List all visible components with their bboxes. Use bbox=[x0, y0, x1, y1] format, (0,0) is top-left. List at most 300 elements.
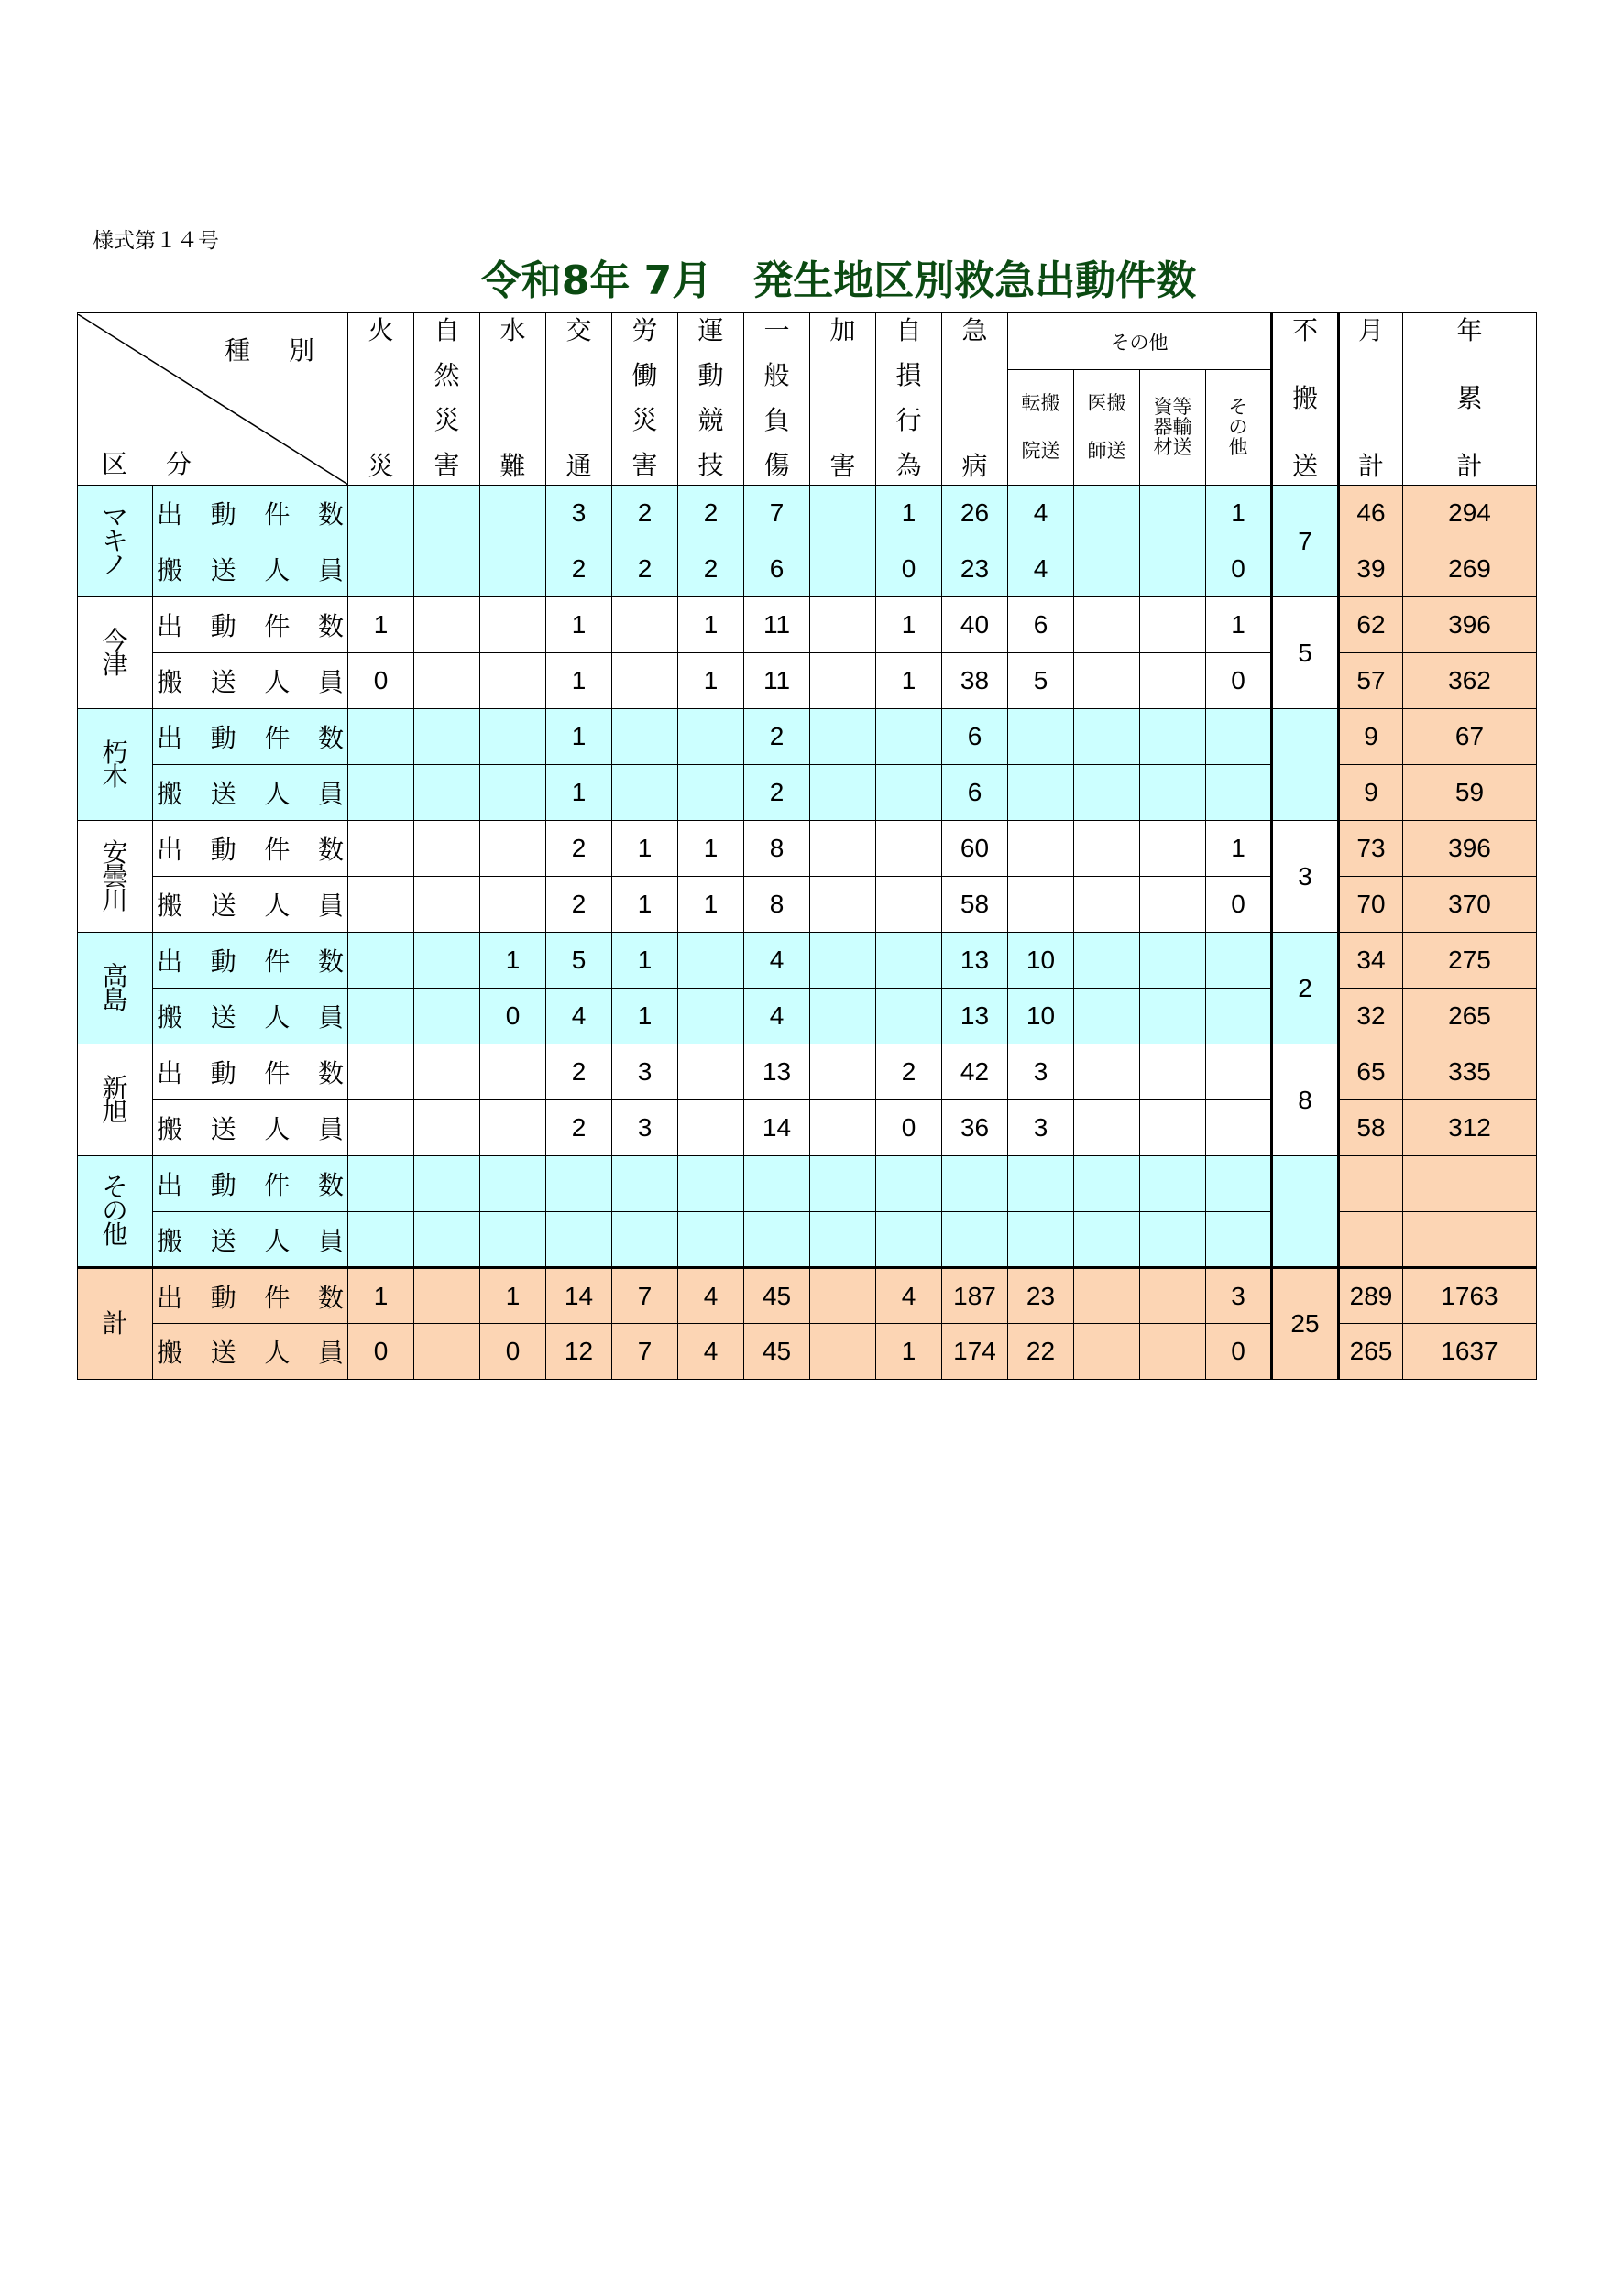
dispatch-label-char: 動 bbox=[210, 500, 236, 529]
transport-value: 0 bbox=[1206, 653, 1272, 709]
transport-value bbox=[348, 877, 414, 933]
transport-value bbox=[1074, 653, 1140, 709]
col-header-natural-char: 然 bbox=[433, 360, 460, 389]
dispatch-value bbox=[678, 933, 744, 989]
dispatch-value: 23 bbox=[1008, 1268, 1074, 1324]
transport-value: 14 bbox=[744, 1100, 810, 1156]
area-name bbox=[78, 1268, 153, 1380]
dispatch-value: 1 bbox=[348, 597, 414, 653]
transport-value: 174 bbox=[942, 1324, 1008, 1380]
transport-value bbox=[1140, 1212, 1206, 1268]
dispatch-value bbox=[612, 1156, 678, 1212]
col-header-monthly-char: 計 bbox=[1357, 451, 1384, 480]
dispatch-value bbox=[612, 597, 678, 653]
area-name-char: 曇 bbox=[102, 861, 128, 891]
dispatch-value: 6 bbox=[942, 709, 1008, 765]
dispatch-value bbox=[678, 709, 744, 765]
dispatch-value bbox=[678, 1044, 744, 1100]
dispatch-value bbox=[1140, 486, 1206, 541]
not-transported-value: 25 bbox=[1272, 1268, 1339, 1380]
transport-value: 1 bbox=[876, 1324, 942, 1380]
transport-value bbox=[348, 989, 414, 1044]
dispatch-value: 1 bbox=[348, 1268, 414, 1324]
transport-value: 0 bbox=[1206, 1324, 1272, 1380]
dispatch-value bbox=[810, 597, 876, 653]
transport-annual-total: 362 bbox=[1403, 653, 1537, 709]
transport-label-char: 員 bbox=[317, 668, 344, 696]
col-header-sports bbox=[678, 313, 744, 486]
dispatch-label bbox=[153, 1044, 348, 1100]
dispatch-label-char: 件 bbox=[264, 836, 291, 864]
transport-monthly-total: 39 bbox=[1339, 541, 1403, 597]
dispatch-value: 1 bbox=[1206, 821, 1272, 877]
dispatch-value bbox=[810, 486, 876, 541]
transport-label bbox=[153, 653, 348, 709]
dispatch-value bbox=[612, 709, 678, 765]
transport-value: 4 bbox=[1008, 541, 1074, 597]
dispatch-value bbox=[876, 709, 942, 765]
transport-value bbox=[1140, 765, 1206, 821]
col-header-annual-char: 累 bbox=[1456, 383, 1483, 412]
dispatch-value: 1 bbox=[612, 933, 678, 989]
transport-value: 38 bbox=[942, 653, 1008, 709]
corner-label-area-2: 分 bbox=[166, 449, 192, 478]
transport-label-char: 送 bbox=[210, 1003, 236, 1032]
transport-label bbox=[153, 1100, 348, 1156]
dispatch-value bbox=[480, 709, 546, 765]
transport-value bbox=[1074, 877, 1140, 933]
dispatch-value bbox=[1074, 821, 1140, 877]
transport-value bbox=[1008, 765, 1074, 821]
transport-label-char: 員 bbox=[317, 780, 344, 808]
area-name bbox=[78, 597, 153, 709]
transport-value: 10 bbox=[1008, 989, 1074, 1044]
transport-value bbox=[348, 765, 414, 821]
dispatch-monthly-total: 9 bbox=[1339, 709, 1403, 765]
dispatch-value bbox=[810, 709, 876, 765]
area-name bbox=[78, 1044, 153, 1156]
col-header-water-char: 水 bbox=[499, 315, 526, 344]
col-header-other-char: の bbox=[1228, 416, 1248, 438]
col-header-other-line: 院送 bbox=[1021, 440, 1060, 462]
area-name-char: マ bbox=[102, 502, 128, 531]
dispatch-value: 60 bbox=[942, 821, 1008, 877]
transport-label-char: 搬 bbox=[157, 891, 183, 920]
transport-value bbox=[876, 877, 942, 933]
area-name-char: の bbox=[102, 1197, 128, 1225]
transport-label-char: 送 bbox=[210, 668, 236, 696]
col-header-selfharm-char: 行 bbox=[895, 406, 922, 435]
dispatch-value: 1 bbox=[876, 597, 942, 653]
col-header-illness-char: 病 bbox=[961, 451, 988, 480]
transport-value: 4 bbox=[678, 1324, 744, 1380]
dispatch-value bbox=[810, 933, 876, 989]
col-header-other-other bbox=[1206, 370, 1272, 486]
area-name-char: 朽 bbox=[102, 738, 128, 767]
dispatch-value: 2 bbox=[546, 821, 612, 877]
transport-value: 0 bbox=[348, 1324, 414, 1380]
dispatch-value bbox=[480, 1156, 546, 1212]
dispatch-value: 4 bbox=[876, 1268, 942, 1324]
dispatch-value bbox=[810, 1156, 876, 1212]
transport-value: 2 bbox=[546, 541, 612, 597]
col-header-water-char: 難 bbox=[499, 451, 526, 480]
transport-value: 0 bbox=[480, 989, 546, 1044]
dispatch-label-char: 数 bbox=[317, 836, 344, 864]
dispatch-value bbox=[1008, 821, 1074, 877]
transport-label-char: 人 bbox=[264, 668, 291, 696]
col-header-fire bbox=[348, 313, 414, 486]
col-header-sports-char: 競 bbox=[697, 406, 724, 435]
transport-monthly-total bbox=[1339, 1212, 1403, 1268]
transport-value: 0 bbox=[1206, 877, 1272, 933]
transport-annual-total: 370 bbox=[1403, 877, 1537, 933]
transport-label bbox=[153, 541, 348, 597]
area-name-char: 計 bbox=[102, 1309, 128, 1338]
transport-monthly-total: 9 bbox=[1339, 765, 1403, 821]
transport-value bbox=[678, 765, 744, 821]
transport-value bbox=[1074, 541, 1140, 597]
dispatch-value: 2 bbox=[612, 486, 678, 541]
dispatch-value: 1 bbox=[546, 709, 612, 765]
dispatch-value bbox=[414, 597, 480, 653]
transport-label-char: 送 bbox=[210, 1226, 236, 1255]
transport-value: 2 bbox=[546, 1100, 612, 1156]
dispatch-value bbox=[876, 933, 942, 989]
dispatch-value: 2 bbox=[546, 1044, 612, 1100]
area-name-char: 新 bbox=[102, 1073, 128, 1102]
transport-label-char: 人 bbox=[264, 780, 291, 808]
dispatch-value: 1 bbox=[546, 597, 612, 653]
dispatch-value bbox=[810, 1044, 876, 1100]
not-transported-value: 3 bbox=[1272, 821, 1339, 933]
transport-value bbox=[348, 541, 414, 597]
transport-annual-total: 312 bbox=[1403, 1100, 1537, 1156]
col-header-labor-char: 労 bbox=[631, 315, 658, 344]
col-header-monthly-char: 月 bbox=[1357, 315, 1384, 344]
transport-value: 13 bbox=[942, 989, 1008, 1044]
transport-value: 0 bbox=[876, 541, 942, 597]
transport-value bbox=[810, 989, 876, 1044]
col-header-monthly bbox=[1339, 313, 1403, 486]
transport-value bbox=[414, 1324, 480, 1380]
dispatch-label-char: 動 bbox=[210, 947, 236, 976]
transport-label-char: 送 bbox=[210, 1339, 236, 1367]
transport-value bbox=[480, 765, 546, 821]
transport-monthly-total: 70 bbox=[1339, 877, 1403, 933]
dispatch-value bbox=[1008, 1156, 1074, 1212]
col-header-sports-char: 技 bbox=[697, 451, 724, 480]
transport-value bbox=[348, 1212, 414, 1268]
transport-value bbox=[1074, 1212, 1140, 1268]
transport-value bbox=[1140, 653, 1206, 709]
area-name bbox=[78, 933, 153, 1044]
dispatch-monthly-total: 46 bbox=[1339, 486, 1403, 541]
transport-value: 1 bbox=[876, 653, 942, 709]
header-corner bbox=[78, 313, 348, 486]
col-header-annual-char: 年 bbox=[1456, 315, 1483, 344]
dispatch-label-char: 動 bbox=[210, 1283, 236, 1312]
transport-label-char: 員 bbox=[317, 556, 344, 585]
col-header-traffic-char: 通 bbox=[565, 451, 592, 480]
transport-value: 4 bbox=[546, 989, 612, 1044]
col-header-labor-char: 災 bbox=[631, 406, 658, 435]
transport-value bbox=[1074, 1324, 1140, 1380]
col-header-labor bbox=[612, 313, 678, 486]
dispatch-value bbox=[348, 1156, 414, 1212]
transport-label-char: 搬 bbox=[157, 1339, 183, 1367]
transport-label-char: 人 bbox=[264, 891, 291, 920]
dispatch-annual-total: 396 bbox=[1403, 597, 1537, 653]
dispatch-value bbox=[810, 1268, 876, 1324]
col-header-annual-char: 計 bbox=[1456, 451, 1483, 480]
transport-value bbox=[1074, 989, 1140, 1044]
area-name-char: 高 bbox=[102, 961, 128, 990]
transport-value: 6 bbox=[942, 765, 1008, 821]
transport-value bbox=[414, 541, 480, 597]
dispatch-value bbox=[1140, 597, 1206, 653]
transport-value bbox=[876, 989, 942, 1044]
transport-value bbox=[810, 541, 876, 597]
col-header-other-line: 師送 bbox=[1087, 440, 1126, 462]
col-header-fire-char: 火 bbox=[368, 315, 394, 344]
dispatch-value bbox=[1206, 933, 1272, 989]
dispatch-monthly-total: 73 bbox=[1339, 821, 1403, 877]
dispatch-value bbox=[348, 486, 414, 541]
col-header-sports-char: 運 bbox=[697, 315, 724, 344]
dispatch-value bbox=[1140, 821, 1206, 877]
col-header-general bbox=[744, 313, 810, 486]
dispatch-monthly-total bbox=[1339, 1156, 1403, 1212]
dispatch-value: 1 bbox=[678, 821, 744, 877]
dispatch-value bbox=[414, 821, 480, 877]
dispatch-label-char: 出 bbox=[157, 612, 183, 640]
transport-value bbox=[1008, 1212, 1074, 1268]
dispatch-value bbox=[546, 1156, 612, 1212]
dispatch-value: 187 bbox=[942, 1268, 1008, 1324]
dispatch-value bbox=[1206, 1156, 1272, 1212]
dispatch-value: 13 bbox=[942, 933, 1008, 989]
transport-label-char: 人 bbox=[264, 1339, 291, 1367]
transport-label-char: 員 bbox=[317, 1115, 344, 1143]
dispatch-value bbox=[348, 709, 414, 765]
transport-value bbox=[480, 1100, 546, 1156]
transport-value bbox=[876, 765, 942, 821]
col-header-selfharm-char: 損 bbox=[895, 360, 922, 389]
transport-value bbox=[414, 877, 480, 933]
transport-label-char: 送 bbox=[210, 556, 236, 585]
col-header-general-char: 負 bbox=[763, 406, 790, 435]
col-header-other-char: 他 bbox=[1228, 436, 1248, 458]
dispatch-value: 4 bbox=[678, 1268, 744, 1324]
dispatch-value: 1 bbox=[876, 486, 942, 541]
not-transported-value: 5 bbox=[1272, 597, 1339, 709]
area-name-char: 島 bbox=[102, 985, 128, 1014]
col-header-natural-char: 災 bbox=[433, 406, 460, 435]
transport-value: 1 bbox=[678, 653, 744, 709]
dispatch-value bbox=[1140, 1044, 1206, 1100]
dispatch-value bbox=[1140, 1156, 1206, 1212]
dispatch-value: 2 bbox=[876, 1044, 942, 1100]
col-header-fire-char: 災 bbox=[368, 451, 394, 480]
not-transported-value: 2 bbox=[1272, 933, 1339, 1044]
dispatch-value bbox=[942, 1156, 1008, 1212]
not-transported-value: 7 bbox=[1272, 486, 1339, 597]
dispatch-value bbox=[1140, 933, 1206, 989]
transport-label-char: 搬 bbox=[157, 1003, 183, 1032]
dispatch-label-char: 件 bbox=[264, 724, 291, 752]
corner-label-type-1: 種 bbox=[225, 335, 251, 365]
transport-value: 4 bbox=[744, 989, 810, 1044]
dispatch-value: 1 bbox=[1206, 597, 1272, 653]
transport-annual-total: 265 bbox=[1403, 989, 1537, 1044]
transport-value: 2 bbox=[678, 541, 744, 597]
dispatch-label-char: 動 bbox=[210, 612, 236, 640]
dispatch-label-char: 出 bbox=[157, 836, 183, 864]
transport-monthly-total: 57 bbox=[1339, 653, 1403, 709]
col-header-other-line: 器輸 bbox=[1153, 416, 1192, 438]
transport-value bbox=[810, 1324, 876, 1380]
transport-value: 2 bbox=[744, 765, 810, 821]
transport-value: 23 bbox=[942, 541, 1008, 597]
dispatch-label-char: 数 bbox=[317, 947, 344, 976]
dispatch-value bbox=[810, 821, 876, 877]
area-name bbox=[78, 709, 153, 821]
transport-label-char: 人 bbox=[264, 1003, 291, 1032]
not-transported-value: 8 bbox=[1272, 1044, 1339, 1156]
not-transported-value bbox=[1272, 1156, 1339, 1268]
col-header-other-transfer bbox=[1008, 370, 1074, 486]
dispatch-monthly-total: 34 bbox=[1339, 933, 1403, 989]
dispatch-label-char: 出 bbox=[157, 1059, 183, 1088]
transport-value bbox=[414, 989, 480, 1044]
area-name bbox=[78, 1156, 153, 1268]
transport-value: 8 bbox=[744, 877, 810, 933]
transport-value bbox=[1206, 1212, 1272, 1268]
transport-value: 6 bbox=[744, 541, 810, 597]
dispatch-label bbox=[153, 1268, 348, 1324]
col-header-other-line: 転搬 bbox=[1021, 392, 1060, 414]
dispatch-label-char: 出 bbox=[157, 500, 183, 529]
dispatch-value bbox=[1008, 709, 1074, 765]
dispatch-value bbox=[1074, 1156, 1140, 1212]
area-name-char: 他 bbox=[102, 1220, 128, 1249]
col-header-not-transported-char: 搬 bbox=[1291, 383, 1318, 412]
transport-monthly-total: 265 bbox=[1339, 1324, 1403, 1380]
transport-value bbox=[480, 541, 546, 597]
dispatch-value: 2 bbox=[678, 486, 744, 541]
transport-label bbox=[153, 989, 348, 1044]
transport-annual-total: 269 bbox=[1403, 541, 1537, 597]
dispatch-annual-total: 294 bbox=[1403, 486, 1537, 541]
dispatch-label-char: 件 bbox=[264, 500, 291, 529]
col-header-natural bbox=[414, 313, 480, 486]
dispatch-annual-total: 275 bbox=[1403, 933, 1537, 989]
col-header-general-char: 般 bbox=[763, 360, 790, 389]
dispatch-value: 6 bbox=[1008, 597, 1074, 653]
transport-value bbox=[546, 1212, 612, 1268]
dispatch-label-char: 数 bbox=[317, 1283, 344, 1312]
dispatch-value bbox=[1074, 1268, 1140, 1324]
transport-value bbox=[1206, 989, 1272, 1044]
dispatch-value bbox=[1206, 709, 1272, 765]
dispatch-value bbox=[414, 486, 480, 541]
transport-label-char: 人 bbox=[264, 1115, 291, 1143]
col-header-assault bbox=[810, 313, 876, 486]
transport-value bbox=[414, 1212, 480, 1268]
transport-label-char: 員 bbox=[317, 1003, 344, 1032]
col-header-other-equipment bbox=[1140, 370, 1206, 486]
form-number: 様式第１４号 bbox=[93, 229, 219, 253]
dispatch-value: 2 bbox=[744, 709, 810, 765]
dispatch-label-char: 件 bbox=[264, 612, 291, 640]
transport-value: 0 bbox=[1206, 541, 1272, 597]
dispatch-value: 40 bbox=[942, 597, 1008, 653]
dispatch-monthly-total: 65 bbox=[1339, 1044, 1403, 1100]
dispatch-value bbox=[876, 1156, 942, 1212]
transport-value bbox=[348, 1100, 414, 1156]
dispatch-label-char: 件 bbox=[264, 947, 291, 976]
dispatch-value: 1 bbox=[480, 1268, 546, 1324]
col-header-selfharm bbox=[876, 313, 942, 486]
transport-value: 3 bbox=[1008, 1100, 1074, 1156]
dispatch-annual-total bbox=[1403, 1156, 1537, 1212]
transport-label-char: 送 bbox=[210, 1115, 236, 1143]
transport-label-char: 員 bbox=[317, 1226, 344, 1255]
dispatch-value: 26 bbox=[942, 486, 1008, 541]
area-name-char: そ bbox=[102, 1173, 128, 1201]
dispatch-label-char: 数 bbox=[317, 1171, 344, 1199]
col-header-other-line: 医搬 bbox=[1087, 392, 1126, 414]
transport-value bbox=[942, 1212, 1008, 1268]
col-header-water bbox=[480, 313, 546, 486]
dispatch-value bbox=[480, 821, 546, 877]
dispatch-value: 4 bbox=[1008, 486, 1074, 541]
dispatch-label-char: 動 bbox=[210, 1059, 236, 1088]
dispatch-value bbox=[414, 1156, 480, 1212]
area-name-char: 今 bbox=[102, 626, 128, 655]
col-group-other bbox=[1008, 313, 1272, 370]
transport-label-char: 搬 bbox=[157, 1226, 183, 1255]
dispatch-value bbox=[678, 1156, 744, 1212]
dispatch-value: 3 bbox=[1206, 1268, 1272, 1324]
dispatch-label-char: 出 bbox=[157, 947, 183, 976]
transport-value: 1 bbox=[546, 765, 612, 821]
col-header-other-line: 資等 bbox=[1153, 396, 1192, 418]
dispatch-label bbox=[153, 486, 348, 541]
dispatch-annual-total: 1763 bbox=[1403, 1268, 1537, 1324]
dispatch-label bbox=[153, 709, 348, 765]
dispatch-value: 5 bbox=[546, 933, 612, 989]
dispatch-value bbox=[480, 597, 546, 653]
dispatch-label bbox=[153, 933, 348, 989]
transport-value: 1 bbox=[612, 989, 678, 1044]
transport-value bbox=[678, 1212, 744, 1268]
transport-label bbox=[153, 1212, 348, 1268]
dispatch-value bbox=[1206, 1044, 1272, 1100]
dispatch-label-char: 件 bbox=[264, 1171, 291, 1199]
dispatch-label-char: 動 bbox=[210, 724, 236, 752]
dispatch-label-char: 出 bbox=[157, 724, 183, 752]
transport-label-char: 送 bbox=[210, 780, 236, 808]
dispatch-value bbox=[1074, 597, 1140, 653]
dispatch-label-char: 数 bbox=[317, 500, 344, 529]
corner-label-area-1: 区 bbox=[102, 449, 128, 478]
dispatch-value bbox=[348, 1044, 414, 1100]
page-title: 令和8年 7月 発生地区別救急出動件数 bbox=[480, 257, 1197, 304]
col-header-not-transported-char: 送 bbox=[1291, 451, 1318, 480]
dispatch-label-char: 出 bbox=[157, 1171, 183, 1199]
